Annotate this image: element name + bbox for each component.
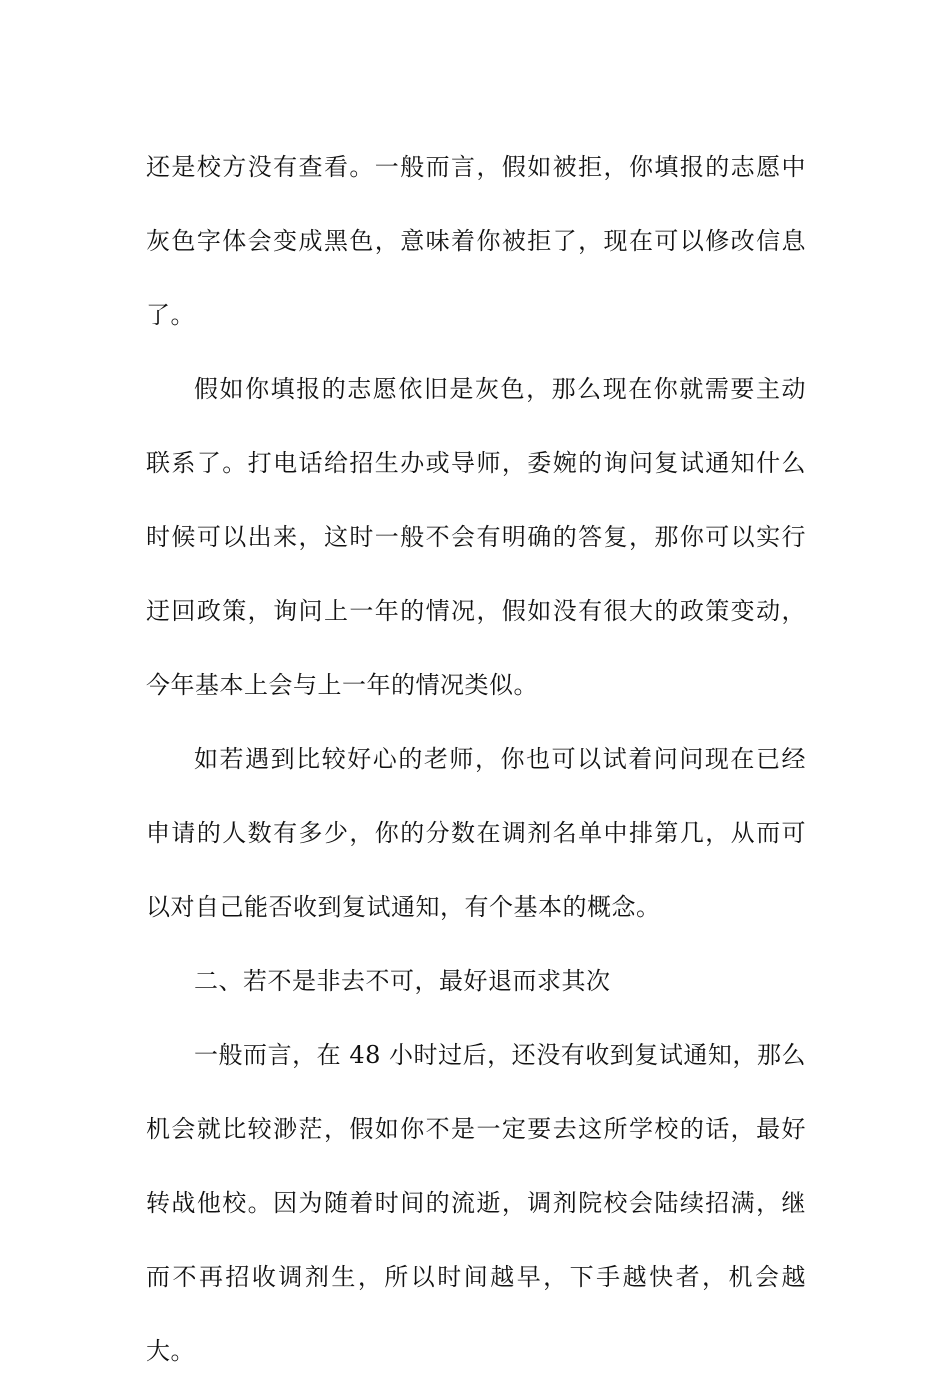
document-body: [146, 130, 806, 1388]
paragraph-continuation: 还是校方没有查看。一般而言，假如被拒，你填报的志愿中灰色字体会变成黑色，意味着你被拒了，现在可以修改信息了。: [146, 153, 806, 329]
section-heading-two: 二、若不是非去不可，最好退而求其次: [194, 967, 611, 995]
paragraph-gray-status: 假如你填报的志愿依旧是灰色，那么现在你就需要主动联系了。打电话给招生办或导师，委婉的询问复试通知什么时候可以出来，这时一般不会有明确的答复，那你可以实行迂回政策，询问上一年的情况，假如没有很大的政策变动，今年基本上会与上一年的情况类似。: [146, 375, 806, 699]
paragraph-48-hours: 一般而言，在 48 小时过后，还没有收到复试通知，那么机会就比较渺茫，假如你不是一定要去这所学校的话，最好转战他校。因为随着时间的流逝，调剂院校会陆续招满，继而不再招收调剂生，所以时间越早，下手越快者，机会越大。: [146, 1041, 806, 1365]
paragraph-ask-teacher: 如若遇到比较好心的老师，你也可以试着问问现在已经申请的人数有多少，你的分数在调剂名单中排第几，从而可以对自己能否收到复试通知，有个基本的概念。: [146, 745, 806, 921]
